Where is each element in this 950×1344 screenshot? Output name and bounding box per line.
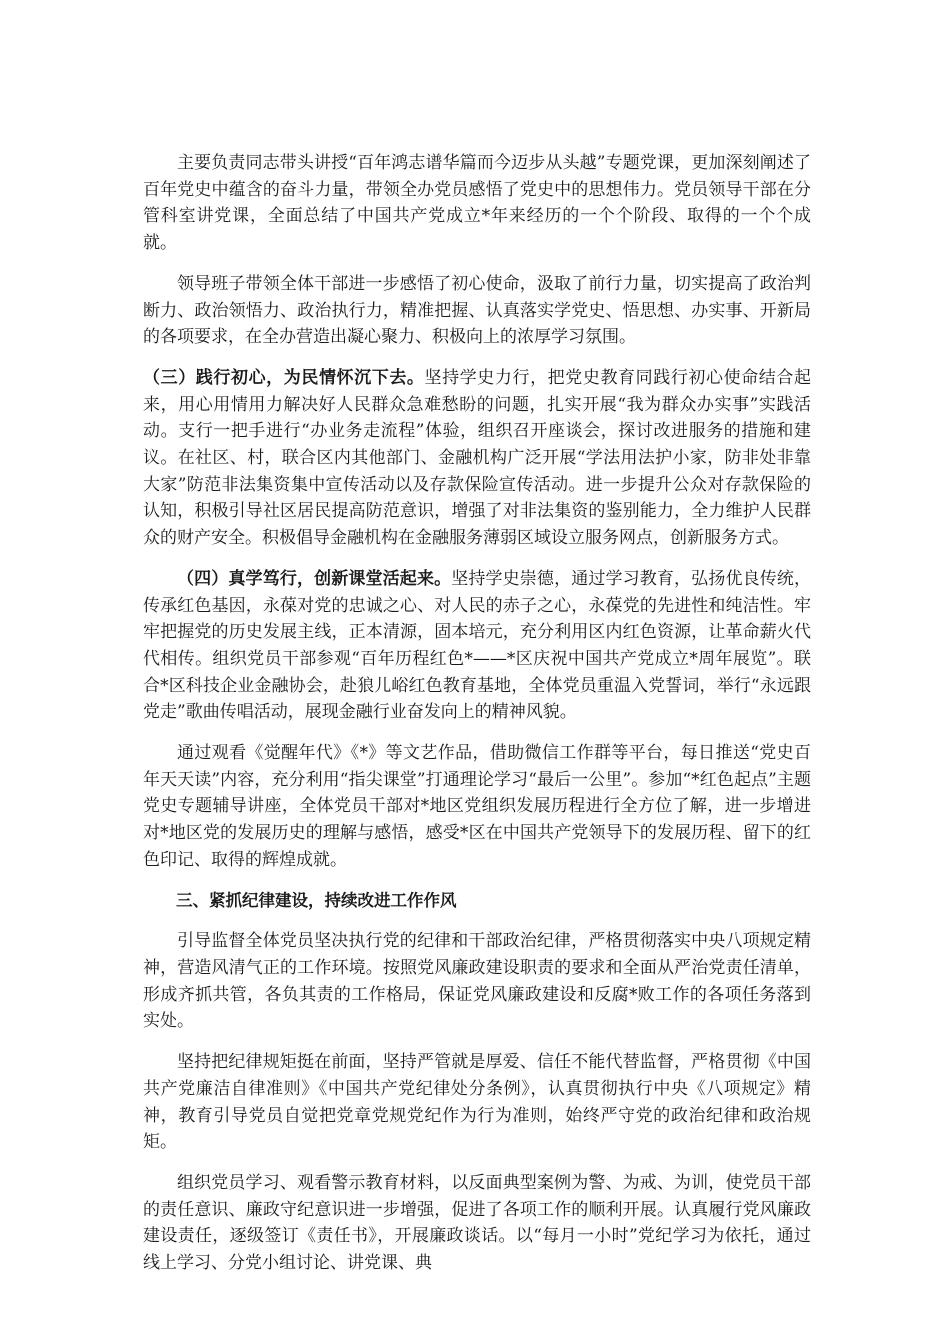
paragraph-party-lecture bbox=[143, 150, 811, 257]
paragraph-cultural-works bbox=[143, 740, 811, 874]
paragraph-text: 坚持把纪律规矩挺在前面，坚持严管就是厚爱、信任不能代替监督，严格贯彻《中国共产党廉洁自律准则》《中国共产党纪律处分条例》，认真贯彻执行中央《八项规定》精神，教育引导党员自觉把党章党规党纪作为行为准则，始终严守党的政治纪律和政治规矩。 bbox=[143, 1052, 811, 1153]
paragraph-section-4 bbox=[143, 566, 811, 726]
subsection-title: （三）践行初心，为民情怀沉下去。 bbox=[143, 367, 425, 388]
paragraph-section-3 bbox=[143, 365, 811, 552]
paragraph-text: 引导监督全体党员坚决执行党的纪律和干部政治纪律，严格贯彻落实中央八项规定精神，营造风清气正的工作环境。按照党风廉政建设职责的要求和全面从严治党责任清单，形成齐抓共管，各负其责的工作格局，保证党风廉政建设和反腐*败工作的各项任务落到实处。 bbox=[143, 931, 811, 1032]
subsection-title: （四）真学笃行，创新课堂活起来。 bbox=[177, 568, 452, 589]
paragraph-text: 主要负责同志带头讲授“百年鸿志谱华篇而今迈步从头越”专题党课，更加深刻阐述了百年党史中蕴含的奋斗力量，带领全办党员感悟了党史中的思想伟力。党员领导干部在分管科室讲党课，全面总结了中国共产党成立*年来经历的一个个阶段、取得的一个个成就。 bbox=[143, 153, 811, 254]
paragraph-discipline-supervision bbox=[143, 928, 811, 1035]
paragraph-text: 组织党员学习、观看警示教育材料，以反面典型案例为警、为戒、为训，使党员干部的责任意识、廉政守纪意识进一步增强，促进了各项工作的顺利开展。认真履行党风廉政建设责任，逐级签订《责任书》，开展廉政谈话。以“每月一小时”党纪学习为依托，通过线上学习、分党小组讨论、讲党课、典 bbox=[143, 1172, 811, 1274]
heading-text: 三、紧抓纪律建设，持续改进工作作风 bbox=[176, 890, 457, 910]
document-body bbox=[143, 150, 811, 1291]
paragraph-text: 领导班子带领全体干部进一步感悟了初心使命，汲取了前行力量，切实提高了政治判断力、政治领悟力、政治执行力，精准把握、认真落实学党史、悟思想、办实事、开新局的各项要求，在全办营造出凝心聚力、积极向上的浓厚学习氛围。 bbox=[143, 273, 811, 348]
paragraph-warning-education bbox=[143, 1170, 811, 1277]
section-heading-discipline bbox=[143, 888, 811, 915]
paragraph-rules-first bbox=[143, 1049, 811, 1156]
paragraph-leadership-team bbox=[143, 271, 811, 351]
paragraph-text: 坚持学史力行，把党史教育同践行初心使命结合起来，用心用情用力解决好人民群众急难愁盼的问题，扎实开展“我为群众办实事”实践活动。支行一把手进行“办业务走流程”体验，组织召开座谈会，探讨改进服务的措施和建议。在社区、村，联合区内其他部门、金融机构广泛开展“学法用法护小家，防非处非靠大家”防范非法集资集中宣传活动以及存款保险宣传活动。进一步提升公众对存款保险的认知，积极引导社区居民提高防范意识，增强了对非法集资的鉴别能力，全力维护人民群众的财产安全。积极倡导金融机构在金融服务薄弱区域设立服务网点，创新服务方式。 bbox=[143, 367, 812, 549]
paragraph-text: 坚持学史崇德，通过学习教育，弘扬优良传统，传承红色基因，永葆对党的忠诚之心、对人民的赤子之心，永葆党的先进性和纯洁性。牢牢把握党的历史发展主线，正本清源，固本培元，充分利用区内红色资源，让革命薪火代代相传。组织党员干部参观“百年历程红色*——*区庆祝中国共产党成立*周年展览”。联合*区科技企业金融协会，赴狼儿峪红色教育基地，全体党员重温入党誓词，举行“永远跟党走”歌曲传唱活动，展现金融行业奋发向上的精神风貌。 bbox=[143, 568, 812, 723]
paragraph-text: 通过观看《觉醒年代》《*》等文艺作品，借助微信工作群等平台，每日推送“党史百年天天读”内容，充分利用“指尖课堂”打通理论学习“最后一公里”。参加“*红色起点”主题党史专题辅导讲座，全体党员干部对*地区党组织发展历程进行全方位了解，进一步增进对*地区党的发展历史的理解与感悟，感受*区在中国共产党领导下的发展历程、留下的红色印记、取得的辉煌成就。 bbox=[143, 743, 811, 870]
